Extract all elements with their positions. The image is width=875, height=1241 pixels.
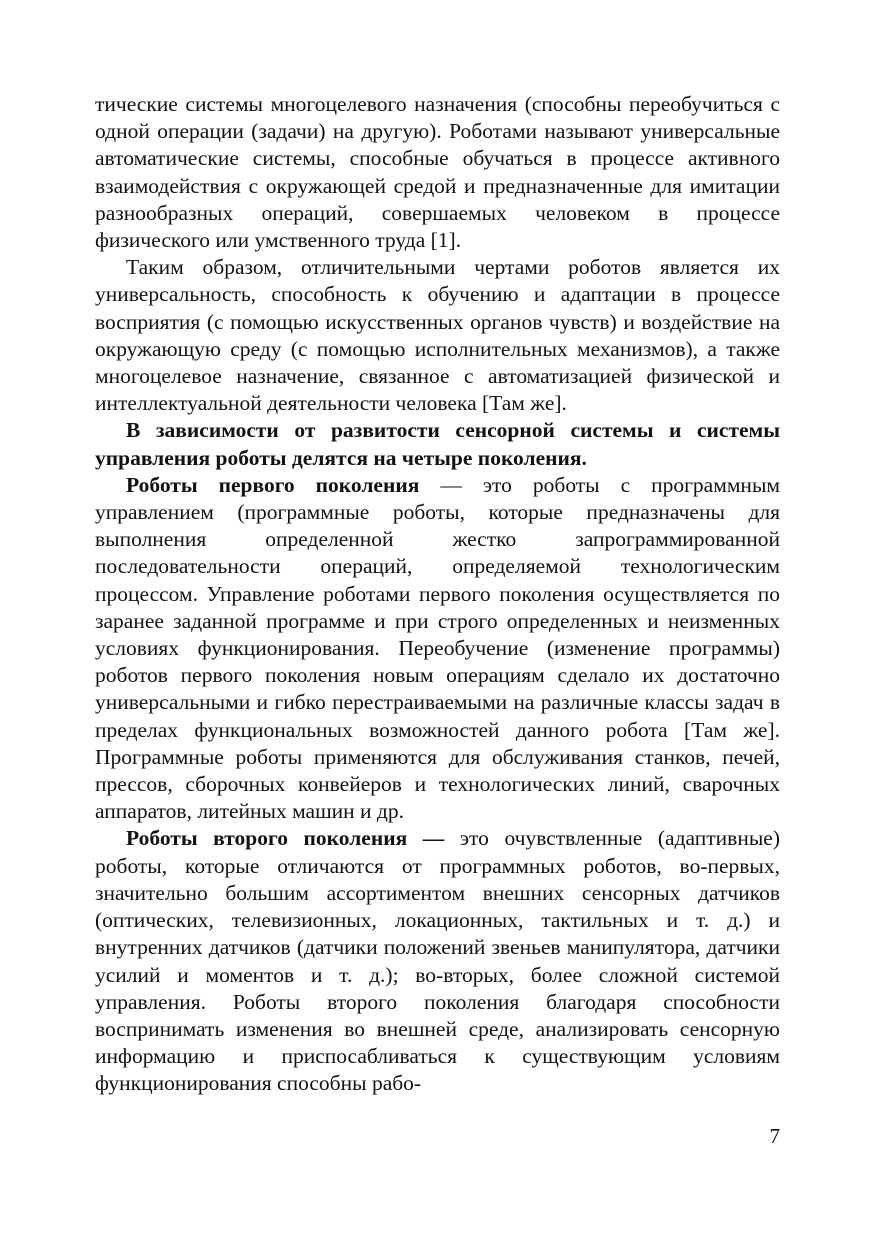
- paragraph-second-generation: [95, 825, 780, 1097]
- paragraph-robot-features: [95, 254, 780, 417]
- paragraph-text: — это роботы с программным управлением (программные роботы, которые предназначены для выполнения определенной жестко запрограммированной последовательности операций, определяемой технологическим процессом. Управление роботами первого поколения осуществляется по заранее заданной программе и при строго определенных и неизменных условиях функционирования. Переобучение (изменение программы) роботов первого поколения новым операциям сделало их достаточно универсальными и гибко перестраиваемыми на различные классы задач в пределах функциональных возможностей данного робота [Там же]. Программные роботы применяются для обслуживания станков, печей, прессов, сборочных конвейеров и технологических линий, сварочных аппаратов, литейных машин и др.: [95, 472, 780, 824]
- page-number: 7: [769, 1124, 780, 1148]
- paragraph-text: тические системы многоцелевого назначения (способны переобучиться с одной операции (задачи) на другую). Роботами называют универсальные автоматические системы, способные обучаться в процессе активного взаимодействия с окружающей средой и предназначенные для имитации разнообразных операций, совершаемых человеком в процессе физического или умственного труда [1].: [95, 92, 780, 253]
- term-second-generation: Роботы второго поколения —: [126, 826, 445, 851]
- paragraph-robots-definition: [95, 91, 780, 254]
- paragraph-text: Таким образом, отличительными чертами роботов является их универсальность, способность к обучению и адаптации в процессе восприятия (с помощью искусственных органов чувств) и воздействие на окружающую среду (с помощью исполнительных механизмов), а также многоцелевое назначение, связанное с автоматизацией физической и интеллектуальной деятельности человека [Там же].: [95, 255, 780, 416]
- paragraph-generations-intro: [95, 417, 780, 471]
- paragraph-bold-text: В зависимости от развитости сенсорной системы и системы управления роботы делятся на четыре поколения.: [95, 418, 780, 470]
- paragraph-text: это очувствленные (адаптивные) роботы, которые отличаются от программных роботов, во-первых, значительно большим ассортиментом внешних сенсорных датчиков (оптических, телевизионных, локационных, тактильных и т. д.) и внутренних датчиков (датчики положений звеньев манипулятора, датчики усилий и моментов и т. д.); во-вторых, более сложной системой управления. Роботы второго поколения благодаря способности воспринимать изменения во внешней среде, анализировать сенсорную информацию и приспосабливаться к существующим условиям функционирования способны рабо-: [95, 826, 780, 1096]
- body-text: [95, 91, 780, 1098]
- paragraph-first-generation: [95, 472, 780, 826]
- term-first-generation: Роботы первого поколения: [126, 472, 420, 497]
